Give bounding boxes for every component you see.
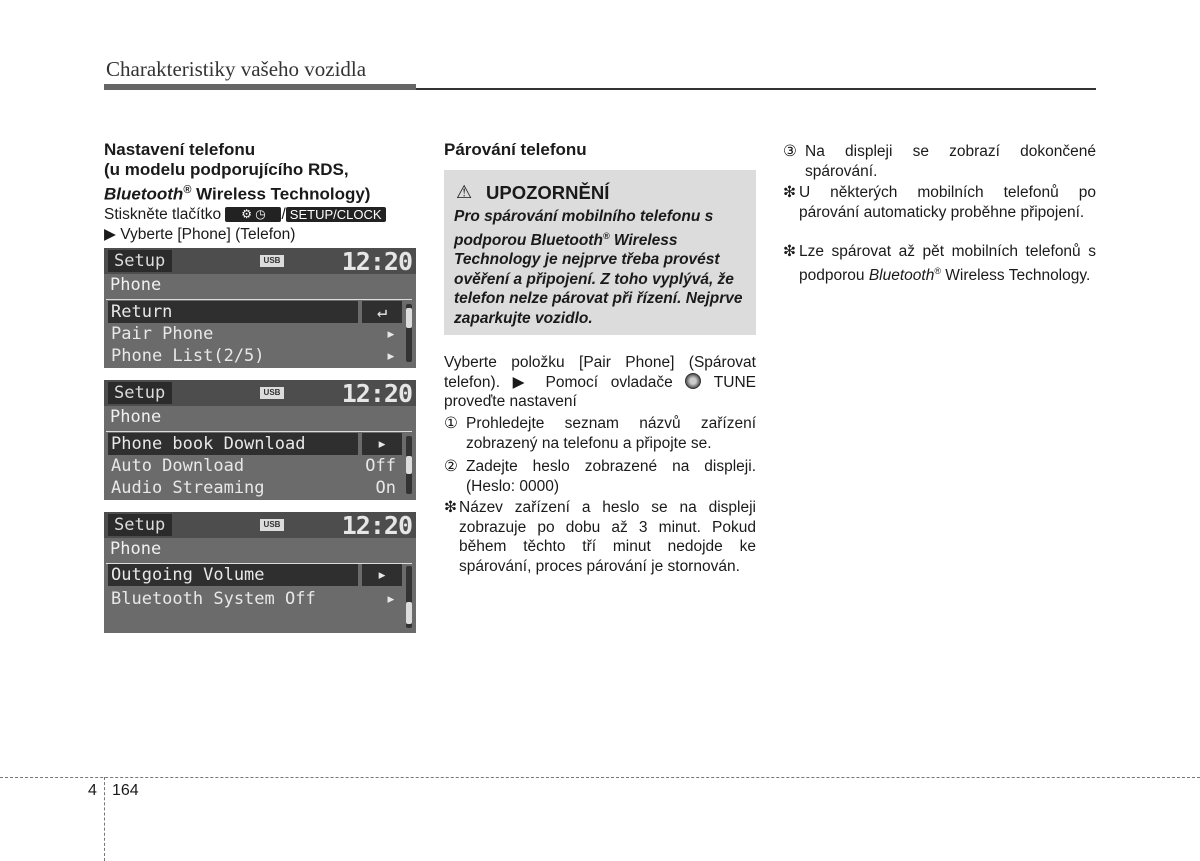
display-screen-1	[104, 248, 416, 368]
step-2	[444, 457, 756, 496]
note-auto-connect	[783, 183, 1096, 222]
step-marker: ①	[444, 415, 458, 432]
step-marker: ③	[783, 143, 797, 160]
footer-rule	[0, 777, 1200, 778]
setup-tab: Setup	[108, 250, 172, 272]
setup-clock-button: SETUP/CLOCK	[286, 207, 386, 222]
scrollbar-thumb	[406, 602, 412, 624]
warning-heading: UPOZORNĚNÍ	[486, 182, 610, 203]
menu-item-phone-list: Phone List(2/5)	[111, 346, 265, 366]
return-icon: ↵	[362, 301, 402, 323]
menu-item-auto-download: Auto Download	[111, 456, 245, 476]
screen-divider	[106, 431, 412, 432]
title-rest: Wireless Technology)	[191, 184, 371, 204]
bluetooth-word: Bluetooth	[104, 184, 184, 204]
step-1	[444, 414, 756, 453]
step-text: Prohledejte seznam názvů zařízení zobrazený na telefonu a připojte se.	[466, 415, 756, 452]
note-text-a: Lze spárovat až pět mobilních telefonů s podporou	[799, 243, 1096, 284]
chevron-right-icon: ▸	[385, 324, 396, 344]
step-3	[783, 142, 1096, 181]
instruction-line-1	[104, 205, 424, 225]
warning-body	[454, 207, 747, 328]
note-text	[799, 242, 1096, 285]
registered-mark: ®	[183, 184, 192, 196]
menu-item-outgoing-volume: Outgoing Volume	[108, 564, 358, 586]
setup-instruction	[104, 205, 424, 245]
header-rule-thin	[416, 88, 1096, 90]
header-rule-dark	[104, 84, 416, 90]
pairing-intro	[444, 353, 756, 412]
instruction-line-2: ▶ Vyberte [Phone] (Telefon)	[104, 226, 296, 243]
chevron-right-icon: ▸	[385, 589, 396, 609]
display-screen-2	[104, 380, 416, 500]
registered-mark: ®	[934, 265, 941, 276]
chapter-number: 4	[88, 782, 97, 799]
audio-streaming-value: On	[375, 478, 396, 498]
section-title-phone-setup	[104, 140, 424, 205]
page-number: 164	[112, 782, 139, 799]
note-text: Název zařízení a heslo se na displeji zobrazuje po dobu až 3 minut. Pokud během těchto tří minut nedojde ke spárování, proces párování je stornován.	[459, 499, 756, 575]
setup-tab: Setup	[108, 514, 172, 536]
note-marker: ❇	[783, 184, 796, 201]
screen-subtitle: Phone	[110, 275, 162, 295]
settings-clock-button-icon: ⚙ ◷	[225, 207, 281, 222]
title-line-3	[104, 180, 424, 205]
usb-icon: USB	[260, 387, 284, 399]
setup-tab: Setup	[108, 382, 172, 404]
registered-mark: ®	[602, 230, 610, 241]
screen-subtitle: Phone	[110, 407, 162, 427]
warning-text-a: Pro spárování mobilního telefonu s podporou Bluetooth	[454, 208, 714, 249]
menu-item-audio-streaming: Audio Streaming	[111, 478, 265, 498]
tune-knob-icon	[685, 373, 701, 389]
page-header-title: Charakteristiky vašeho vozidla	[106, 57, 367, 81]
menu-item-phonebook-download: Phone book Download	[108, 433, 358, 455]
screen-clock: 12:20	[341, 247, 412, 276]
note-marker: ❇	[783, 243, 796, 260]
bluetooth-word: Bluetooth	[868, 266, 935, 284]
step-marker: ②	[444, 458, 458, 475]
chevron-right-icon: ▸	[362, 564, 402, 586]
menu-item-bluetooth-system-off: Bluetooth System Off	[111, 589, 316, 609]
menu-item-return: Return	[108, 301, 358, 323]
screen-clock: 12:20	[341, 379, 412, 408]
menu-item-pair-phone: Pair Phone	[111, 324, 214, 344]
instruction-prefix: Stiskněte tlačítko	[104, 206, 222, 223]
screen-divider	[106, 299, 412, 300]
screen-clock: 12:20	[341, 511, 412, 540]
chevron-right-icon: ▸	[362, 433, 402, 455]
scrollbar-thumb	[406, 308, 412, 328]
note-marker: ❇	[444, 499, 457, 516]
step-text: Na displeji se zobrazí dokončené spárování.	[805, 143, 1096, 180]
note-text: U některých mobilních telefonů po párování automaticky proběhne připojení.	[799, 184, 1096, 221]
section-title-pairing: Párování telefonu	[444, 140, 587, 159]
chevron-right-icon: ▸	[385, 346, 396, 366]
intro-text-a: Vyberte položku [Pair Phone] (Spárovat telefon). ▶ Pomocí ovladače	[444, 354, 756, 391]
intro-text-b: TUNE proveďte nastavení	[444, 373, 756, 410]
slash: /	[281, 206, 286, 223]
display-screen-3	[104, 512, 416, 633]
footer-vertical-rule	[104, 777, 105, 861]
screen-subtitle: Phone	[110, 539, 162, 559]
note-text-b: Wireless Technology.	[940, 266, 1091, 284]
usb-icon: USB	[260, 519, 284, 531]
title-line-2: (u modelu podporujícího RDS,	[104, 160, 349, 179]
step-text: Zadejte heslo zobrazené na displeji. (Heslo: 0000)	[466, 458, 756, 495]
scrollbar-thumb	[406, 456, 412, 474]
title-line-1: Nastavení telefonu	[104, 140, 256, 159]
warning-text-b: Wireless Technology je nejprve třeba provést ověření a připojení. Z toho vyplývá, že telefon nelze párovat při řízení. Nejprve zaparkujte vozidlo.	[454, 231, 743, 327]
note-timeout	[444, 498, 756, 576]
note-max-phones	[783, 242, 1096, 285]
warning-triangle-icon: ⚠	[456, 182, 473, 202]
usb-icon: USB	[260, 255, 284, 267]
auto-download-value: Off	[365, 456, 396, 476]
